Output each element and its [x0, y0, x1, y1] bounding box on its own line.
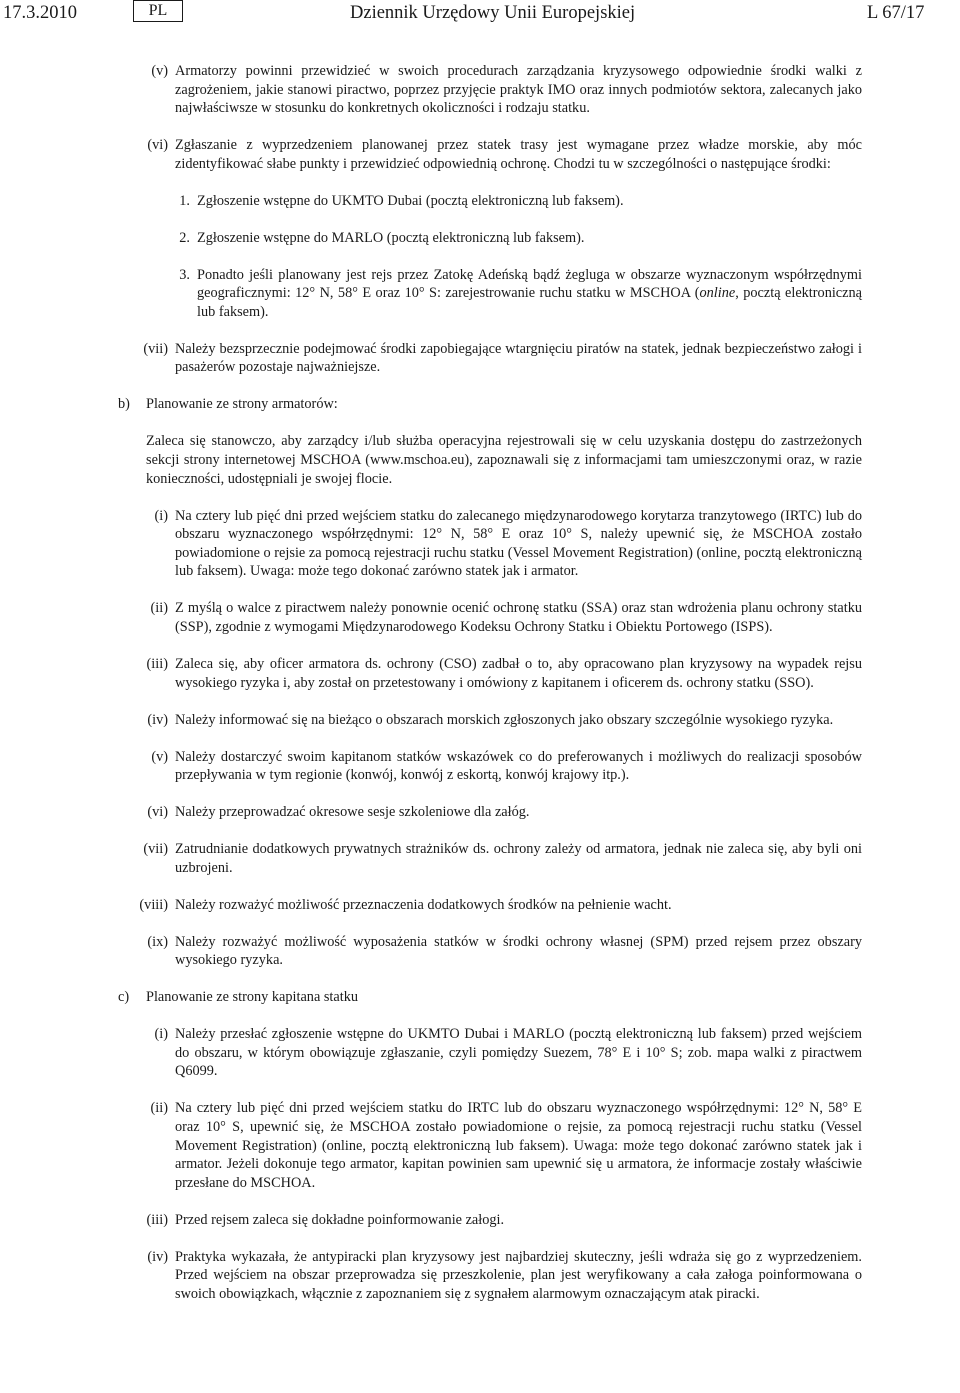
list-item: [0, 655, 960, 692]
journal-title: Dziennik Urzędowy Unii Europejskiej: [350, 3, 636, 23]
list-item: [0, 340, 960, 377]
item-text: Praktyka wykazała, że antypiracki plan kryzysowy jest najbardziej skuteczny, jeśli wdraża się go z wyprzedzeniem. Przed wejściem na obszar przeprowadza się przeszkolenie, plan jest weryfikowany a cała załoga poinformowana o swoich obowiązkach, włącznie z zapoznaniem się z sygnałem alarmowym oznaczającym atak piracki.: [175, 1248, 862, 1302]
list-item: [0, 803, 960, 822]
item-text: Zgłaszanie z wyprzedzeniem planowanej przez statek trasy jest wymagane przez władze morskie, aby móc zidentyfikować słabe punkty i przewidzieć odpowiednią ochronę. Chodzi tu w szczególności o następujące środki:: [175, 137, 862, 172]
item-text: Armatorzy powinni przewidzieć w swoich procedurach zarządzania kryzysowego odpowiednie środki walki z zagrożeniem, jakie stanowi piractwo, poprzez przyjęcie praktyk IMO oraz innych podmiotów sektora, zalecanych jako najwłaściwsze w stosunku do konkretnych okoliczności i rodzaju statku.: [175, 63, 862, 117]
item-number: (vi): [147, 137, 168, 154]
item-text: Na cztery lub pięć dni przed wejściem statku do zalecanego międzynarodowego korytarza tranzytowego (IRTC) lub do obszaru wyznaczonego współrzędnymi: 12° N, 58° E oraz 10° S, należy upewnić się, że MSCHOA zostało powiadomione o rejsie za pomocą rejestracji ruchu statku (Vessel Movement Registration) (online, pocztą elektroniczną lub faksem). Uwaga: może tego dokonać zarówno statek jak i armator.: [175, 507, 862, 580]
item-number: b): [118, 396, 130, 413]
item-text: Na cztery lub pięć dni przed wejściem statku do IRTC lub do obszaru wyznaczonego współrzędnymi: 12° N, 58° E oraz 10° S, upewnić się, że MSCHOA zostało powiadomione o rejsie, za pomocą rejestracji ruchu statku (Vessel Movement Registration) (online, pocztą elektroniczną lub faksem). Uwaga: może tego dokonać zarówno statek jak i armator. Jeżeli dokonuje tego armator, kapitan powinien sam upewnić się u armatora, że informacje zostały właściwie przesłane do MSCHOA.: [175, 1100, 862, 1191]
item-number: (vii): [143, 841, 168, 858]
document-body: [0, 62, 960, 1322]
item-text: Planowanie ze strony kapitana statku: [146, 989, 359, 1006]
item-text: Należy dostarczyć swoim kapitanom statków wskazówek co do preferowanych i możliwych do realizacji sposobów przepływania w tym regionie (konwój, konwój z eskortą, konwój krajowy itp.).: [175, 748, 862, 784]
item-number: (vi): [147, 804, 168, 821]
item-text: Zgłoszenie wstępne do UKMTO Dubai (pocztą elektroniczną lub faksem).: [197, 192, 624, 209]
item-text: Należy informować się na bieżąco o obszarach morskich zgłoszonych jako obszary szczególnie wysokiego ryzyka.: [175, 711, 834, 728]
list-item: [0, 1099, 960, 1192]
item-number: (i): [154, 1026, 168, 1043]
list-item: [0, 748, 960, 785]
item-number: c): [118, 989, 130, 1006]
page-header: [0, 0, 960, 44]
language-code-box: PL: [133, 0, 183, 22]
item-text: Ponadto jeśli planowany jest rejs przez Zatokę Adeńską bądź żegluga w obszarze wyznaczonym współrzędnymi geograficznymi: 12° N, 58° E oraz 10° S: zarejestrowanie ruchu statku w MSCHOA (online, pocztą elektroniczną lub faksem).: [197, 266, 862, 320]
list-item: [0, 1248, 960, 1304]
item-number: (ii): [150, 1100, 168, 1117]
list-item: [0, 711, 960, 730]
item-text: Należy przeprowadzać okresowe sesje szkoleniowe dla załóg.: [175, 804, 530, 821]
item-number: (viii): [139, 896, 168, 913]
item-number: (iii): [146, 655, 168, 672]
item-number: (v): [151, 63, 168, 79]
item-number: 3.: [179, 266, 190, 283]
item-text: Zaleca się, aby oficer armatora ds. ochrony (CSO) zadbał o to, aby opracowano plan kryzysowy na wypadek rejsu wysokiego ryzyka i, aby został on przetestowany i omówiony z kapitanem i oficerem ds. ochrony statku (SSO).: [175, 655, 862, 691]
item-text: Przed rejsem zaleca się dokładne poinformowanie załogi.: [175, 1211, 505, 1228]
item-text: Planowanie ze strony armatorów:: [146, 396, 338, 413]
item-text: Należy bezsprzecznie podejmować środki zapobiegające wtargnięciu piratów na statek, jednak bezpieczeństwo załogi i pasażerów pozostaje najważniejsze.: [175, 340, 862, 376]
item-text: Należy rozważyć możliwość przeznaczenia dodatkowych środków na pełnienie wacht.: [175, 896, 672, 913]
item-number: (iii): [146, 1211, 168, 1228]
item-text: Należy rozważyć możliwość wyposażenia statków w środki ochrony własnej (SPM) przed rejsem przez obszary wysokiego ryzyka.: [175, 933, 862, 969]
section-heading: [0, 395, 960, 414]
list-item: [0, 192, 960, 211]
page-number: L 67/17: [867, 3, 925, 23]
item-number: (iv): [147, 711, 168, 728]
item-text: Zgłoszenie wstępne do MARLO (pocztą elektroniczną lub faksem).: [197, 229, 585, 246]
section-heading: [0, 988, 960, 1007]
list-item: [0, 62, 960, 118]
item-number: (vii): [143, 340, 168, 357]
list-item: [0, 840, 960, 877]
list-item: [0, 1025, 960, 1081]
item-number: (ix): [147, 933, 168, 950]
list-item: [0, 933, 960, 970]
item-number: 1.: [179, 192, 190, 209]
list-item: [0, 229, 960, 248]
list-item: [0, 507, 960, 581]
item-text: Należy przesłać zgłoszenie wstępne do UKMTO Dubai i MARLO (pocztą elektroniczną lub faksem) przed wejściem do obszaru, w którym obowiązuje zgłaszanie, czyli pomiędzy Suezem, 78° E i 10° S; zob. mapa walki z piractwem Q6099.: [175, 1026, 862, 1080]
list-item: [0, 599, 960, 636]
list-item: [0, 266, 960, 322]
item-number: 2.: [179, 229, 190, 246]
list-item: [0, 1211, 960, 1230]
list-item: [0, 136, 960, 173]
paragraph: [0, 432, 960, 488]
item-number: (i): [154, 507, 168, 524]
item-text: Zatrudnianie dodatkowych prywatnych strażników ds. ochrony zależy od armatora, jednak nie zaleca się, aby byli oni uzbrojeni.: [175, 841, 862, 876]
publication-date: 17.3.2010: [3, 3, 77, 23]
item-text: Z myślą o walce z piractwem należy ponownie ocenić ochronę statku (SSA) oraz stan wdrożenia planu ochrony statku (SSP), zgodnie z wymogami Międzynarodowego Kodeksu Ochrony Statku i Obiektu Portowego (ISPS).: [175, 600, 862, 635]
item-number: (iv): [147, 1248, 168, 1265]
item-number: (v): [151, 748, 168, 765]
item-text: Zaleca się stanowczo, aby zarządcy i/lub służba operacyjna rejestrowali się w celu uzyskania dostępu do zastrzeżonych sekcji strony internetowej MSCHOA (www.mschoa.eu), zapoznawali się z informacjami tam umieszczonymi oraz, w razie konieczności, udostępniali je swojej flocie.: [146, 433, 862, 487]
item-number: (ii): [150, 600, 168, 617]
list-item: [0, 896, 960, 915]
